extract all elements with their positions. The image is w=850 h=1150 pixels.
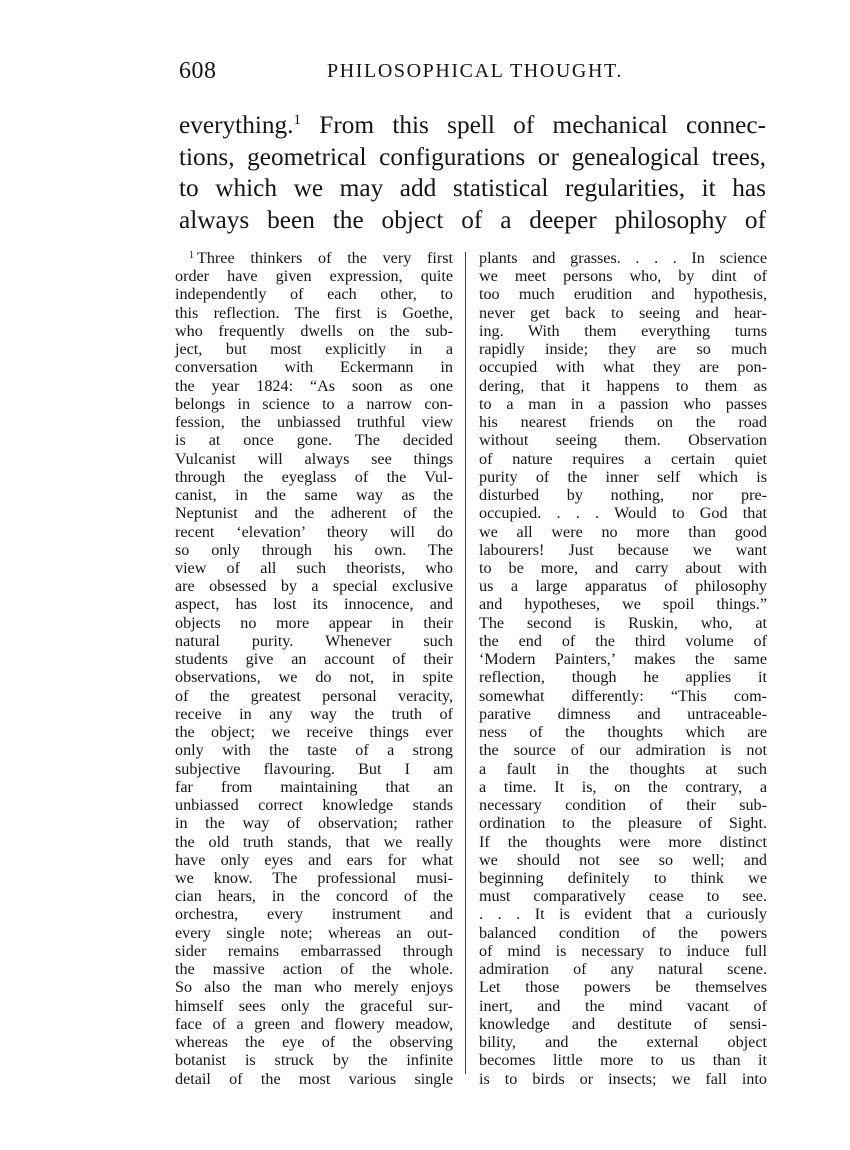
footnote-line-text: the source of our admiration is not [479,742,767,760]
footnote-line-text: labourers! Just because we want [479,541,767,559]
footnote-line-text: subjective flavouring. But I am [175,760,453,778]
footnote-line [175,323,453,341]
footnote-line [175,742,453,760]
footnote-line [479,268,767,286]
footnote-line [175,815,453,833]
footnote-line [175,524,453,542]
footnote-line-text: So also the man who merely enjoys [175,979,453,997]
body-line-rest: From this spell of mechanical connec- [301,111,766,139]
footnote-line [479,669,767,687]
footnote-line-text: through the eyeglass of the Vul- [175,468,453,486]
footnote-line [479,925,767,943]
footnote-line-text: observations, we do not, in spite [175,669,453,687]
running-head: PHILOSOPHICAL THOUGHT. [327,60,623,82]
footnote-line-text: his nearest friends on the road [479,414,767,432]
footnote-line-text: we all were no more than good [479,523,767,541]
footnote-line [175,578,453,596]
footnote-line-text: Vulcanist will always see things [175,450,453,468]
footnote-line [479,852,767,870]
footnote-line-text: we should not see so well; and [479,851,767,869]
footnote-line-text: order have given expression, quite [175,268,453,286]
footnote-line-text: purity of the inner self which is [479,468,767,486]
footnote-line [175,469,453,487]
footnote-line-text: dering, that it happens to them as [479,377,767,395]
footnote-line [175,979,453,997]
footnote-line-text: too much erudition and hypothesis, [479,286,767,304]
footnote-line [175,852,453,870]
footnote-line [479,633,767,651]
footnote-line [175,414,453,432]
footnote-line-text: ‘Modern Painters,’ makes the same [479,651,767,669]
footnote-line-text: orchestra, every instrument and [175,906,453,924]
footnote-line-text: is at once gone. The decided [175,432,453,450]
footnote-line-text: botanist is struck by the infinite [175,1052,453,1070]
footnote-line-text: ordination to the pleasure of Sight. [479,815,767,833]
footnote-line [175,1016,453,1034]
footnote-line [175,797,453,815]
footnote-line-text: objects no more appear in their [175,614,453,632]
footnote-line-text: the year 1824: “As soon as one [175,377,453,395]
footnote-line [479,998,767,1016]
footnote-line-text: parative dimness and untraceable- [479,705,767,723]
footnote-line [479,906,767,924]
footnote-line-text: rapidly inside; they are so much [479,341,767,359]
footnote-line [175,669,453,687]
footnote-line [175,451,453,469]
footnote-line-text: bility, and the external object [479,1034,767,1052]
page-header [0,58,850,94]
footnote-line-text: conversation with Eckermann in [175,359,453,377]
footnote-line [479,432,767,450]
footnote-line [175,888,453,906]
footnote-line-text: ing. With them everything turns [479,322,767,340]
footnote-line-text: The second is Ruskin, who, at [479,614,767,632]
footnote-line [175,870,453,888]
footnote-line [175,706,453,724]
footnote-line [175,505,453,523]
footnote-marker: 1 [189,250,194,261]
footnote-line-text: Neptunist and the adherent of the [175,505,453,523]
footnote-line [479,615,767,633]
footnote-line-text: a time. It is, on the contrary, a [479,778,767,796]
footnote-line [175,341,453,359]
footnote-line-text: detail of the most various single [175,1070,453,1088]
footnote-line [175,651,453,669]
footnote-line [479,359,767,377]
footnote-line [175,998,453,1016]
column-divider [465,252,466,1074]
footnote-line-text: of nature requires a certain quiet [479,450,767,468]
footnote-line-text: becomes little more to us than it [479,1052,767,1070]
footnote-line [479,524,767,542]
footnote-line [175,943,453,961]
footnote-line [175,487,453,505]
footnote-line [479,487,767,505]
footnote-line [479,797,767,815]
footnote-reference: 1 [293,112,302,128]
footnote-line [175,286,453,304]
footnote-line [479,1034,767,1052]
footnote-line [479,578,767,596]
footnote-line-text: every single note; whereas an out- [175,924,453,942]
footnote-right-column [479,250,767,1089]
footnote-line-text: us a large apparatus of philosophy [479,578,767,596]
body-line [179,110,766,142]
footnote-line-text: occupied. . . . Would to God that [479,505,767,523]
footnote-line [175,779,453,797]
footnote-line-text: to be more, and carry about with [479,559,767,577]
footnote-line-text: canist, in the same way as the [175,487,453,505]
footnote-line [479,761,767,779]
footnote-line-text: occupied with what they are pon- [479,359,767,377]
footnote-line [175,250,453,268]
footnote-line-text: sider remains embarrassed through [175,942,453,960]
footnote-line [479,286,767,304]
footnote-line [479,378,767,396]
footnote-line-text: Let those powers be themselves [479,979,767,997]
footnote-line-text: natural purity. Whenever such [175,632,453,650]
footnote-line [175,268,453,286]
footnote-line [479,560,767,578]
footnote-line-text: the massive action of the whole. [175,961,453,979]
footnote-line-text: we meet persons who, by dint of [479,268,767,286]
footnote-line-text: balanced condition of the powers [479,924,767,942]
footnote-line-text: of the greatest personal veracity, [175,687,453,705]
page-number: 608 [179,58,217,84]
footnote-line-text: are obsessed by a special exclusive [175,578,453,596]
footnote-line [479,706,767,724]
footnote-line-text: himself sees only the graceful sur- [175,997,453,1015]
footnote-line-text: receive in any way the truth of [175,705,453,723]
footnote-line-text: fession, the unbiassed truthful view [175,414,453,432]
footnote-line-text: and hypotheses, we spoil things.” [479,596,767,614]
footnote-line-text: Three thinkers of the very first [197,250,453,267]
footnote-line-text: view of all such theorists, who [175,559,453,577]
footnote-line-text: unbiassed correct knowledge stands [175,797,453,815]
footnote-line [175,432,453,450]
body-line: to which we may add statistical regularities, it has [179,174,766,203]
footnote-line-text: never get back to seeing and hear- [479,304,767,322]
footnote-line [175,615,453,633]
footnote-line [479,250,767,268]
body-paragraph [179,110,766,236]
footnote-line [175,1034,453,1052]
footnote-line [175,560,453,578]
footnote-line-text: If the thoughts were more distinct [479,833,767,851]
footnote-line [175,633,453,651]
footnote-line [175,925,453,943]
footnote-line-text: knowledge and destitute of sensi- [479,1015,767,1033]
footnote-line-text: admiration of any natural scene. [479,961,767,979]
footnote-line-text: beginning definitely to think we [479,869,767,887]
footnote-line [175,724,453,742]
footnote-line [479,943,767,961]
footnote-line [175,1071,453,1089]
footnote-line-text: have only eyes and ears for what [175,851,453,869]
footnote-line [479,979,767,997]
footnote-line [175,542,453,560]
footnote-line-text: so only through his own. The [175,541,453,559]
footnote-line [479,888,767,906]
footnote-line-text: the end of the third volume of [479,632,767,650]
body-line-start: everything. [179,111,294,139]
footnote-line-text: recent ‘elevation’ theory will do [175,523,453,541]
footnote-line-text: cian hears, in the concord of the [175,888,453,906]
footnote-line [479,469,767,487]
footnote-line [479,961,767,979]
footnote-line-text: students give an account of their [175,651,453,669]
footnote-line [479,542,767,560]
footnote-line [479,414,767,432]
footnote-line [175,1052,453,1070]
footnote-line-text: the object; we receive things ever [175,724,453,742]
footnote-line [479,1052,767,1070]
footnote-line [479,396,767,414]
footnote-line [175,378,453,396]
footnote-line [175,359,453,377]
footnote-line-text: independently of each other, to [175,286,453,304]
footnote-line [479,1016,767,1034]
footnote-line [175,834,453,852]
footnote-line [175,906,453,924]
footnote-line-text: the old truth stands, that we really [175,833,453,851]
footnote-line [479,742,767,760]
footnote-line [479,305,767,323]
footnote-line [479,779,767,797]
body-line: tions, geometrical configurations or genealogical trees, [179,142,766,171]
footnote-line-text: plants and grasses. . . . In science [479,250,767,267]
body-line: always been the object of a deeper philosophy of [179,205,766,234]
footnote-line-text: disturbed by nothing, nor pre- [479,487,767,505]
footnote-line-text: only with the taste of a strong [175,742,453,760]
footnote-line-text: without seeing them. Observation [479,432,767,450]
footnote-line-text: ness of the thoughts which are [479,724,767,742]
footnote-line [479,815,767,833]
footnote-line [175,396,453,414]
footnote-line [479,596,767,614]
footnote-left-column [175,250,453,1089]
footnote-line [479,323,767,341]
footnote-line-text: is to birds or insects; we fall into [479,1070,767,1088]
footnote-line [175,761,453,779]
footnote-line [479,834,767,852]
footnote-line [175,305,453,323]
footnote-line [479,1071,767,1089]
footnote-line-text: belongs in science to a narrow con- [175,395,453,413]
footnote-line-text: . . . It is evident that a curiously [479,906,767,924]
footnote-line [479,341,767,359]
footnote-line-text: who frequently dwells on the sub- [175,322,453,340]
footnote-line [479,688,767,706]
footnote-line [479,724,767,742]
footnote-line [175,596,453,614]
footnote-line [175,688,453,706]
footnote-line-text: ject, but most explicitly in a [175,341,453,359]
footnote-line [479,651,767,669]
footnote-line-text: whereas the eye of the observing [175,1034,453,1052]
footnote-line-text: aspect, has lost its innocence, and [175,596,453,614]
footnote-line [479,451,767,469]
footnote-line-text: reflection, though he applies it [479,669,767,687]
footnote-line-text: we know. The professional musi- [175,869,453,887]
footnote-line-text: somewhat differently: “This com- [479,687,767,705]
footnote-line-text: to a man in a passion who passes [479,395,767,413]
footnote-line-text: far from maintaining that an [175,778,453,796]
footnote-line-text: of mind is necessary to induce full [479,942,767,960]
footnote-line-text: necessary condition of their sub- [479,797,767,815]
footnote-line-text: a fault in the thoughts at such [479,760,767,778]
footnote-line [479,505,767,523]
footnote-line-text: this reflection. The first is Goethe, [175,304,453,322]
footnote-line-text: face of a green and flowery meadow, [175,1015,453,1033]
footnote-line [175,961,453,979]
footnote-line [479,870,767,888]
footnote-line-text: must comparatively cease to see. [479,888,767,906]
footnote-line-text: in the way of observation; rather [175,815,453,833]
footnote-line-text: inert, and the mind vacant of [479,997,767,1015]
